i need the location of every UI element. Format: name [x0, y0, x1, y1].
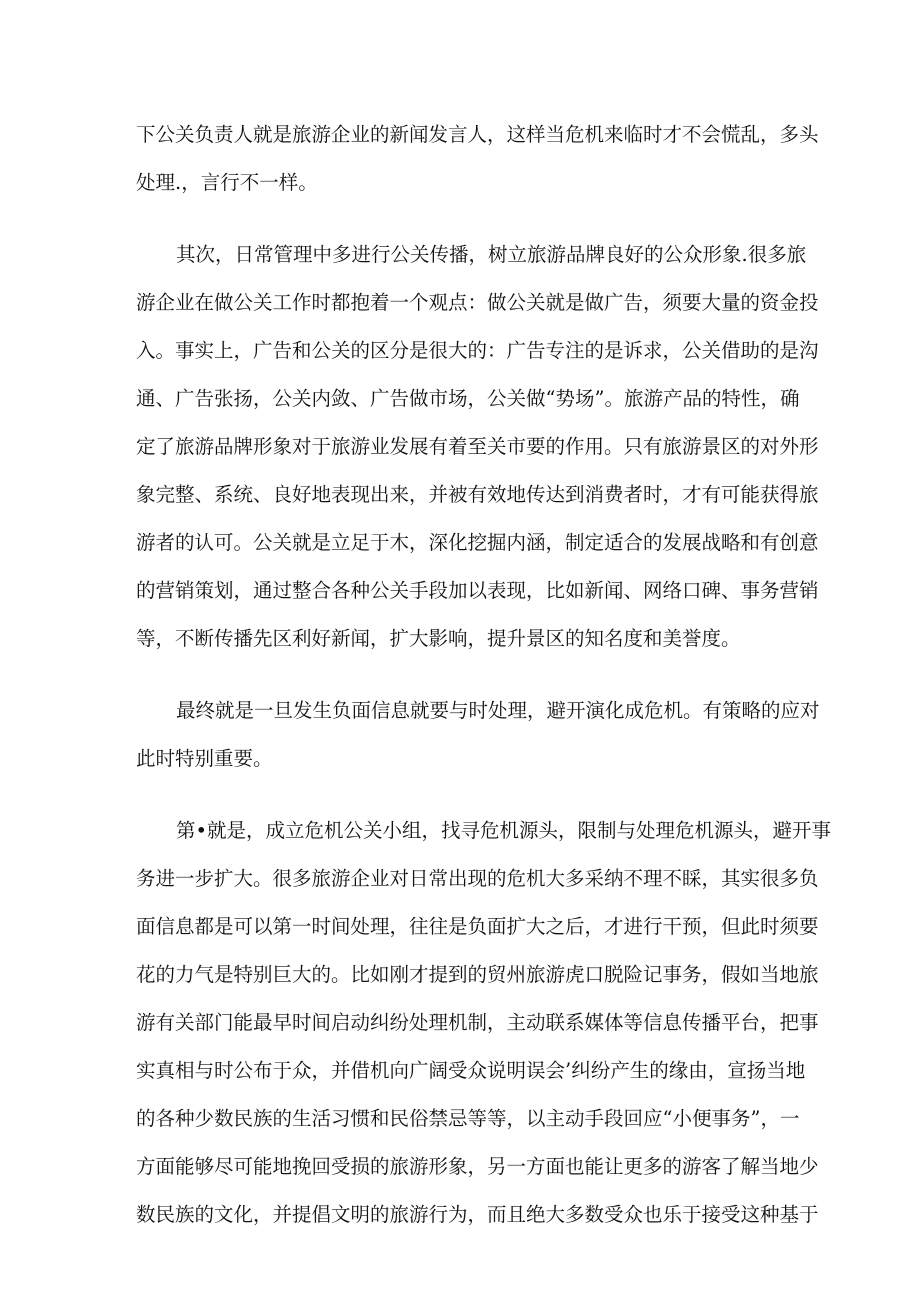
text-line: 方面能够尽可能地挽回受损的旅游形象，另一方面也能让更多的游客了解当地少 [136, 1155, 819, 1178]
text-line: 下公关负责人就是旅游企业的新闻发言人，这样当危机来临时才不会慌乱，多头 [136, 123, 819, 146]
text-line: 的营销策划，通过整合各种公关手段加以表现，比如新闻、网络口碑、事务营销 [136, 579, 819, 602]
text-line: 处理.，言行不一样。 [136, 171, 318, 194]
text-line: 务进一步扩大。很多旅游企业对日常出现的危机大多采纳不理不睬，其实很多负 [136, 867, 819, 890]
text-line: 游者的认可。公关就是立足于木，深化挖掘内涵，制定适合的发展战略和有创意 [136, 531, 819, 554]
paragraph-start-line: 其次，日常管理中多进行公关传播，树立旅游品牌良好的公众形象.很多旅 [176, 243, 807, 266]
text-line: 象完整、系统、良好地表现出来，并被有效地传达到消费者时，才有可能获得旅 [136, 483, 819, 506]
paragraph-start-line: 第•就是，成立危机公关小组，找寻危机源头，限制与处理危机源头，避开事 [176, 819, 832, 842]
text-line: 数民族的文化，并提倡文明的旅游行为，而且绝大多数受众也乐于接受这种基于 [136, 1203, 819, 1226]
text-line: 花的力气是特别巨大的。比如刚才提到的贸州旅游虎口脱险记事务，假如当地旅 [136, 963, 819, 986]
paragraph-start-line: 最终就是一旦发生负面信息就要与时处理，避开演化成危机。有策略的应对 [176, 699, 820, 722]
text-line: 通、广告张扬，公关内敛、广告做市场，公关做“势场”。旅游产品的特性，确 [136, 387, 800, 410]
text-line: 入。事实上，广告和公关的区分是很大的：广告专注的是诉求，公关借助的是沟 [136, 339, 819, 362]
text-line: 游企业在做公关工作时都抱着一个观点：做公关就是做广告，须要大量的资金投 [136, 291, 819, 314]
text-line: 游有关部门能最早时间启动纠纷处理机制，主动联系媒体等信息传播平台，把事 [136, 1011, 819, 1034]
text-line: 的各种少数民族的生活习惯和民俗禁忌等等，以主动手段回应“小便事务”，一 [136, 1107, 800, 1130]
text-line: 等，不断传播先区利好新闻，扩大影响，提升景区的知名度和美誉度。 [136, 627, 741, 650]
text-line: 定了旅游品牌形象对于旅游业发展有着至关市要的作用。只有旅游景区的对外形 [136, 435, 819, 458]
text-line: 面信息都是可以第一时间处理，往往是负面扩大之后，才进行干预，但此时须要 [136, 915, 819, 938]
text-line: 实真相与时公布于众，并借机向广阔受众说明误会’纠纷产生的缘由，宣扬当地 [136, 1059, 806, 1082]
text-line: 此时特别重要。 [136, 747, 273, 770]
